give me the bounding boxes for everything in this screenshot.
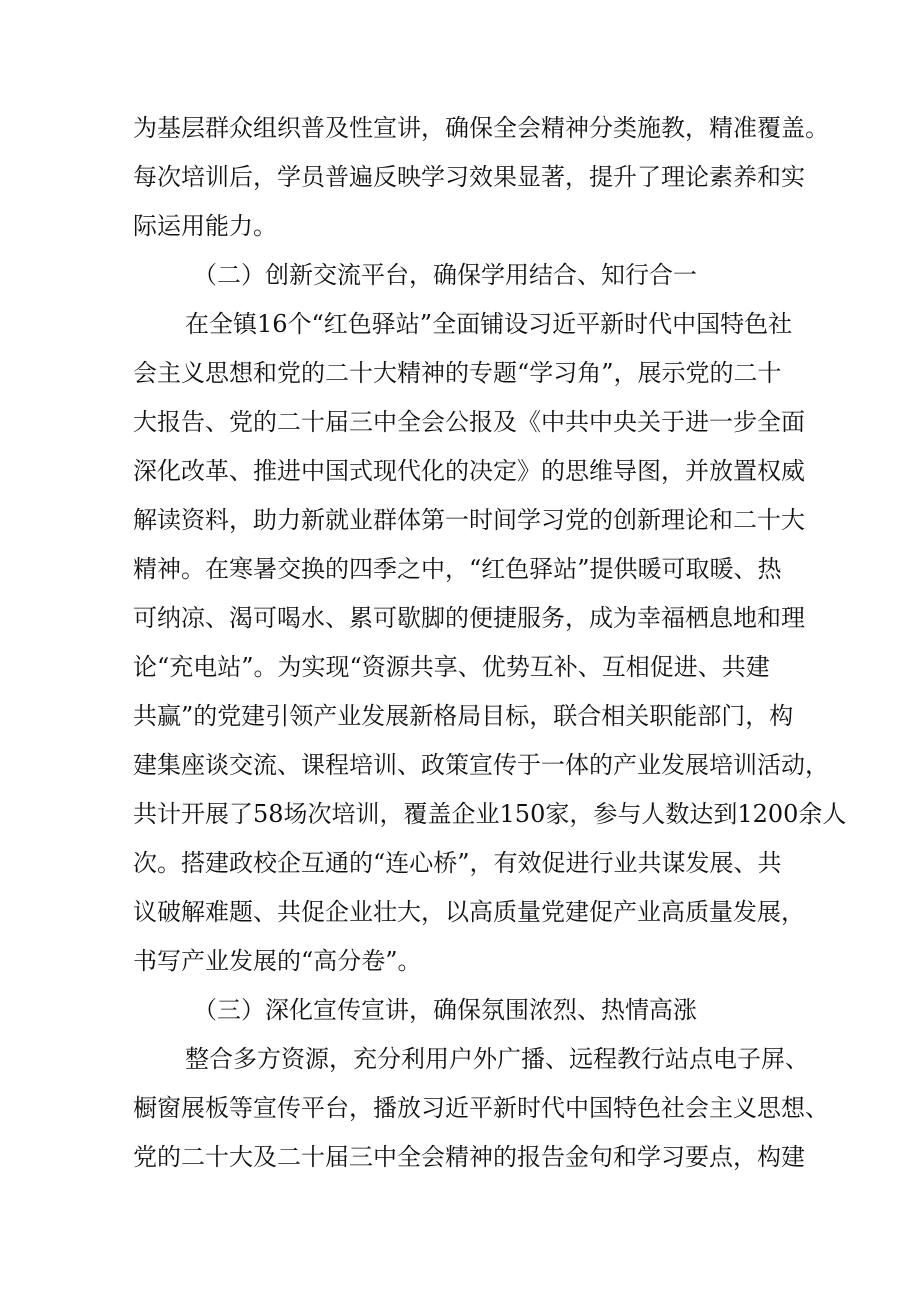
text-line: 建集座谈交流、课程培训、政策宣传于一体的产业发展培训活动， bbox=[133, 751, 829, 779]
body-text bbox=[133, 104, 847, 1182]
text-line: 论“充电站”。为实现“资源共享、优势互补、互相促进、共建 bbox=[133, 653, 770, 681]
text-line: 每次培训后，学员普遍反映学习效果显著，提升了理论素养和实 bbox=[133, 163, 805, 191]
text-line: 会主义思想和党的二十大精神的专题“学习角”，展示党的二十 bbox=[133, 359, 782, 387]
text-line: 解读资料，助力新就业群体第一时间学习党的创新理论和二十大 bbox=[133, 506, 805, 534]
text-line: 共赢”的党建引领产业发展新格局目标，联合相关职能部门，构 bbox=[133, 702, 794, 730]
text-line: 整合多方资源，充分利用户外广播、远程教行站点电子屏、 bbox=[185, 1045, 809, 1073]
text-line: 深化改革、推进中国式现代化的决定》的思维导图，并放置权威 bbox=[133, 457, 805, 485]
text-line: 大报告、党的二十届三中全会公报及《中共中央关于进一步全面 bbox=[133, 408, 805, 436]
text-line: 可纳凉、渴可喝水、累可歇脚的便捷服务，成为幸福栖息地和理 bbox=[133, 604, 805, 632]
text-line: 次。搭建政校企互通的“连心桥”，有效促进行业共谋发展、共 bbox=[133, 849, 782, 877]
text-line: 书写产业发展的“高分卷”。 bbox=[133, 947, 422, 975]
text-line: 精神。在寒暑交换的四季之中，“红色驿站”提供暖可取暖、热 bbox=[133, 555, 782, 583]
section-heading-3: （三）深化宣传宣讲，确保氛围浓烈、热情高涨 bbox=[193, 996, 697, 1024]
text-line: 议破解难题、共促企业壮大，以高质量党建促产业高质量发展， bbox=[133, 898, 805, 926]
text-line: 党的二十大及二十届三中全会精神的报告金句和学习要点，构建 bbox=[133, 1143, 805, 1171]
text-line: 在全镇16个“红色驿站”全面铺设习近平新时代中国特色社 bbox=[185, 310, 793, 338]
text-line: 共计开展了58场次培训，覆盖企业150家，参与人数达到1200余人 bbox=[133, 800, 847, 828]
text-line: 橱窗展板等宣传平台，播放习近平新时代中国特色社会主义思想、 bbox=[133, 1094, 829, 1122]
section-heading-2: （二）创新交流平台，确保学用结合、知行合一 bbox=[193, 261, 697, 289]
text-line: 为基层群众组织普及性宣讲，确保全会精神分类施教，精准覆盖。 bbox=[133, 114, 829, 142]
text-line: 际运用能力。 bbox=[133, 212, 277, 240]
